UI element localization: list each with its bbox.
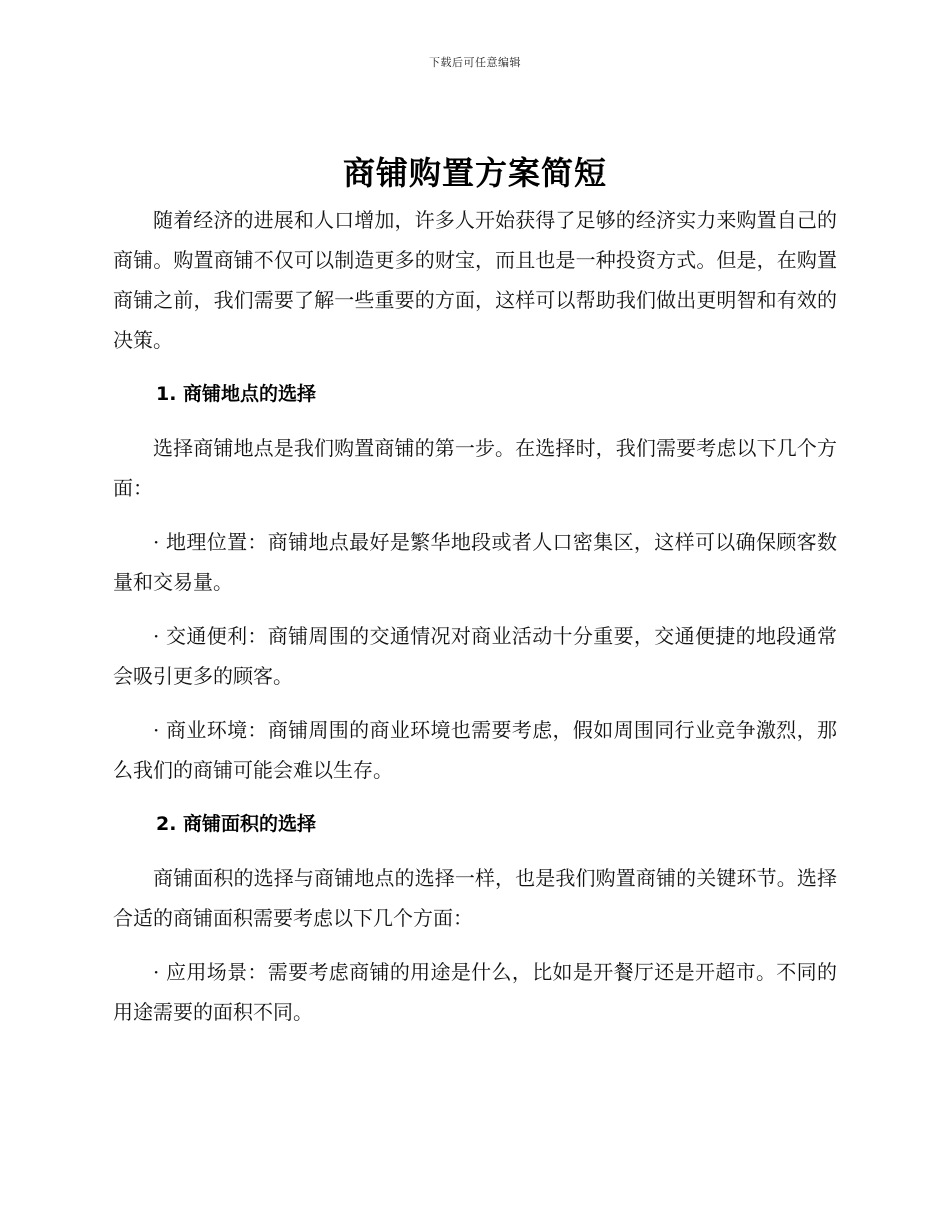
section-1-bullet-location: · 地理位置：商铺地点最好是繁华地段或者人口密集区，这样可以确保顾客数量和交易量。 <box>113 530 837 594</box>
section-1-bullet-environment: · 商业环境：商铺周围的商业环境也需要考虑，假如周围同行业竞争激烈，那么我们的商铺可能会难以生存。 <box>113 718 837 782</box>
section-2-bullet-usage: · 应用场景：需要考虑商铺的用途是什么，比如是开餐厅还是开超市。不同的用途需要的面积不同。 <box>113 960 837 1024</box>
header-note: 下载后可任意编辑 <box>429 56 521 69</box>
section-1-intro: 选择商铺地点是我们购置商铺的第一步。在选择时，我们需要考虑以下几个方面： <box>113 436 837 500</box>
document-body <box>113 200 837 1032</box>
intro-paragraph: 随着经济的进展和人口增加，许多人开始获得了足够的经济实力来购置自己的商铺。购置商铺不仅可以制造更多的财宝，而且也是一种投资方式。但是，在购置商铺之前，我们需要了解一些重要的方面，这样可以帮助我们做出更明智和有效的决策。 <box>113 208 837 352</box>
section-2-intro: 商铺面积的选择与商铺地点的选择一样，也是我们购置商铺的关键环节。选择合适的商铺面积需要考虑以下几个方面： <box>113 866 837 930</box>
section-1-heading: 1. 商铺地点的选择 <box>156 383 317 405</box>
section-2-heading: 2. 商铺面积的选择 <box>156 813 317 835</box>
section-1-bullet-transport: · 交通便利：商铺周围的交通情况对商业活动十分重要，交通便捷的地段通常会吸引更多的顾客。 <box>113 624 837 688</box>
document-title: 商铺购置方案简短 <box>342 154 607 192</box>
